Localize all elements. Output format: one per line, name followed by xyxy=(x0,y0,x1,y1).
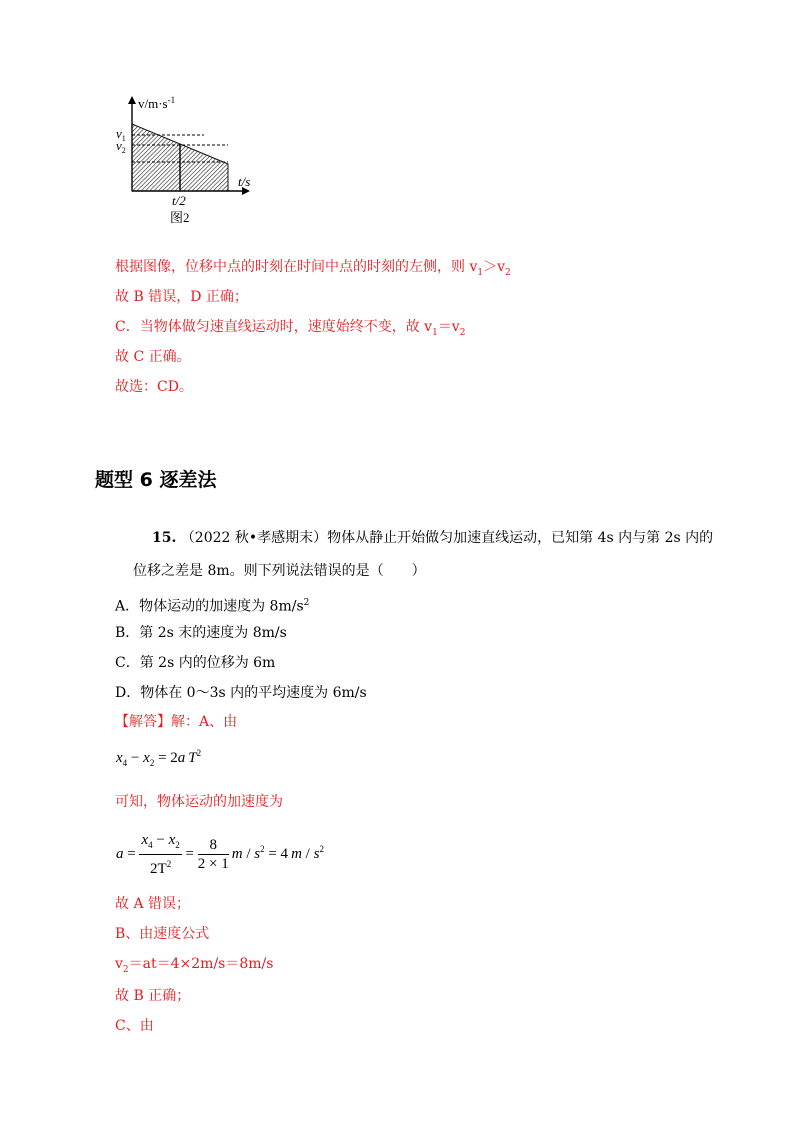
solution-line-4: 故 C 正确。 xyxy=(115,349,191,365)
v1-label: $v_1$ xyxy=(116,126,126,143)
option-b: B．第 2s 末的速度为 8m/s xyxy=(115,625,287,641)
question-stem-line-1: 15. （2022 秋•孝感期末）物体从静止开始做匀加速直线运动，已知第 4s 内与第 2s 内的 xyxy=(152,530,714,546)
x-axis-label: t/s xyxy=(238,174,251,189)
section-heading: 题型 6 逐差法 xyxy=(95,469,217,491)
fraction-1: $\frac{x_4 - x_2}{2T^2}$ xyxy=(141,832,180,877)
know-line: 可知，物体运动的加速度为 xyxy=(115,794,283,810)
vt-graph xyxy=(108,92,268,232)
solution-line-3: C．当物体做匀速直线运动时，速度始终不变，故 $v_1=v_2$ xyxy=(115,319,466,338)
figure-caption: 图2 xyxy=(170,210,190,225)
solution-line-5: 故选：CD。 xyxy=(115,379,193,395)
solution-line-1: 根据图像，位移中点的时刻在时间中点的时刻的左侧，则 $v_1>v_2$ xyxy=(115,259,511,278)
answer-intro: 【解答】解：A、由 xyxy=(115,714,238,730)
question-stem-line-2: 位移之差是 8m。则下列说法错误的是（ ） xyxy=(133,563,426,579)
answer-v2-line: $v_2=at=4\times 2m/s=8m/s$ xyxy=(115,956,274,975)
option-c: C．第 2s 内的位移为 6m xyxy=(115,655,276,671)
solution-line-2: 故 B 错误，D 正确； xyxy=(115,289,248,305)
formula-1: $x_4 - x_2 = 2a$ $T^2$ xyxy=(116,748,202,768)
y-axis-label: $v/m\cdot s^{-1}$ xyxy=(138,95,176,111)
option-a: A．物体运动的加速度为 $8m/s^2$ xyxy=(115,598,310,615)
v2-label: $v_2$ xyxy=(116,138,126,155)
answer-a-wrong: 故 A 错误； xyxy=(115,896,191,912)
formula-2: a = $\frac{x_4 - x_2}{2T^2}$ = $\frac{8}{2 \times 1}$ $m / s^2 = 4$ m / $s^2$ xyxy=(116,832,324,877)
y-axis-arrow xyxy=(128,96,136,104)
answer-tag: 【解答】 xyxy=(115,714,171,730)
fraction-2: $\frac{8}{2 \times 1}$ xyxy=(197,837,229,872)
t-half-label: t/2 xyxy=(172,193,186,208)
answer-c: C、由 xyxy=(115,1018,154,1034)
answer-b-right: 故 B 正确； xyxy=(115,988,191,1004)
vt-figure xyxy=(108,92,268,232)
answer-b-formula: B、由速度公式 xyxy=(115,926,210,942)
option-d: D．物体在 0～3s 内的平均速度为 6m/s xyxy=(115,685,367,701)
question-number: 15. xyxy=(152,530,177,546)
